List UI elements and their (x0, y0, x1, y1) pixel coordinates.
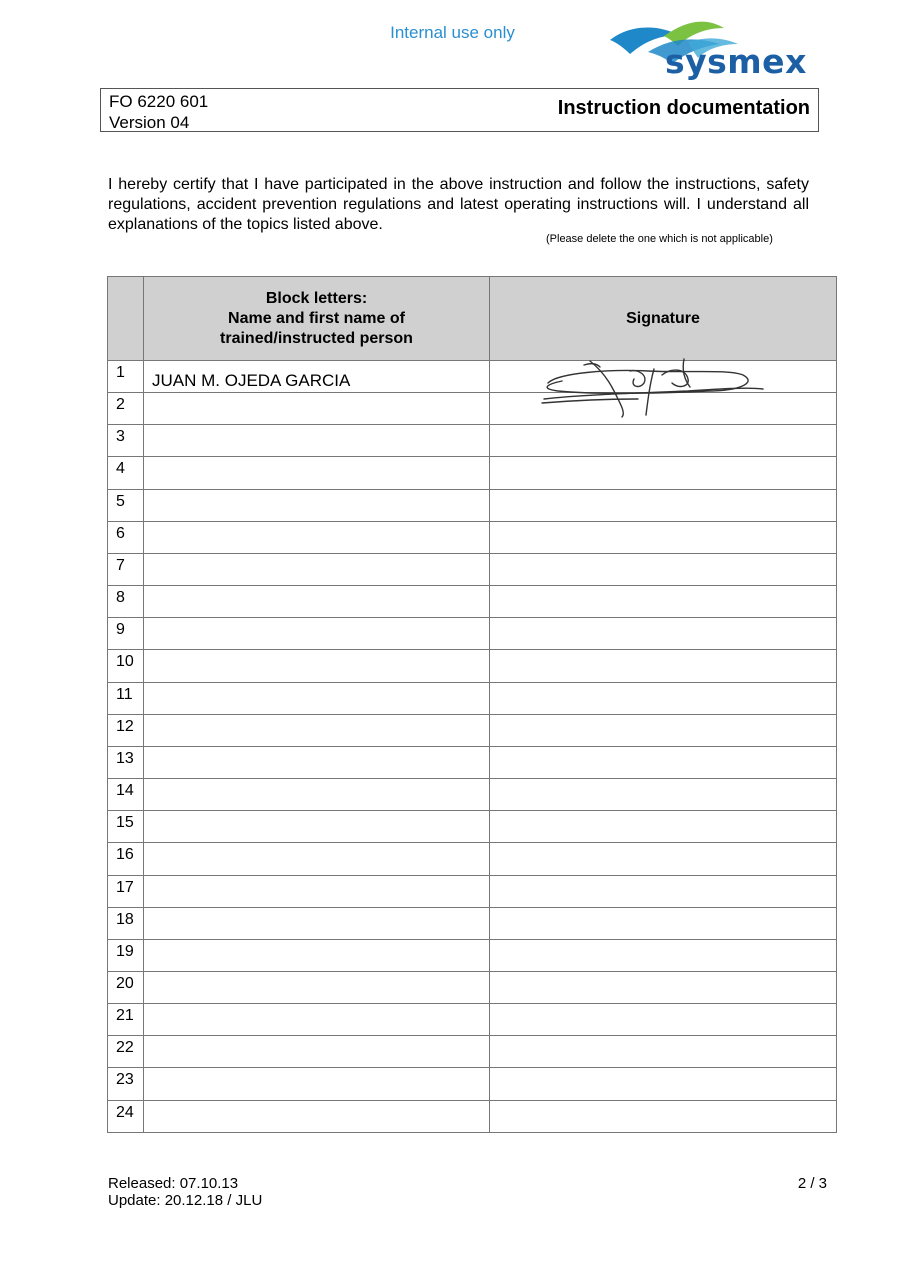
name-cell (144, 586, 490, 618)
table-row (108, 1068, 837, 1100)
row-number: 22 (108, 1036, 144, 1068)
row-number: 7 (108, 553, 144, 585)
row-number: 12 (108, 714, 144, 746)
name-column-header (144, 277, 490, 361)
signature-cell (490, 618, 837, 650)
table-row (108, 714, 837, 746)
row-number: 21 (108, 1004, 144, 1036)
row-number: 18 (108, 907, 144, 939)
name-cell (144, 779, 490, 811)
row-number: 19 (108, 939, 144, 971)
name-cell (144, 650, 490, 682)
name-cell (144, 618, 490, 650)
signature-column-header: Signature (490, 277, 837, 361)
row-number: 4 (108, 457, 144, 489)
document-header (100, 88, 819, 132)
signature-cell (490, 682, 837, 714)
row-number: 17 (108, 875, 144, 907)
table-row (108, 875, 837, 907)
table-row (108, 618, 837, 650)
table-row (108, 650, 837, 682)
form-number: FO 6220 601 (109, 92, 209, 111)
name-cell (144, 971, 490, 1003)
table-row (108, 586, 837, 618)
signature-cell (490, 425, 837, 457)
page-number: 2 / 3 (797, 1175, 827, 1192)
row-number: 13 (108, 746, 144, 778)
row-number: 5 (108, 489, 144, 521)
row-number: 2 (108, 393, 144, 425)
name-cell (144, 489, 490, 521)
name-cell (144, 843, 490, 875)
update-info: Update: 20.12.18 / JLU (108, 1192, 263, 1209)
applicability-note: (Please delete the one which is not applicable) (546, 233, 773, 245)
number-column-header (108, 277, 144, 361)
signature-cell (490, 939, 837, 971)
name-cell (144, 1068, 490, 1100)
name-cell (144, 1100, 490, 1132)
signature-image-icon (538, 355, 770, 423)
signature-cell (490, 1100, 837, 1132)
row-number: 20 (108, 971, 144, 1003)
certification-text: I hereby certify that I have participated in the above instruction and follow the instructions, safety regulations, accident prevention regulations and latest operating instructions will. I understand all explanations of the topics listed above. (108, 176, 809, 233)
signature-cell (490, 553, 837, 585)
signature-cell (490, 714, 837, 746)
table-row (108, 843, 837, 875)
table-row (108, 457, 837, 489)
table-row (108, 1004, 837, 1036)
signature-cell (490, 843, 837, 875)
table-row (108, 682, 837, 714)
signature-cell (490, 650, 837, 682)
table-row (108, 425, 837, 457)
row-number: 24 (108, 1100, 144, 1132)
name-cell (144, 714, 490, 746)
table-row (108, 779, 837, 811)
signature-cell (490, 1068, 837, 1100)
signature-cell (490, 457, 837, 489)
name-header-line-1: Block letters: (265, 289, 368, 307)
table-row (108, 939, 837, 971)
internal-use-notice: Internal use only (390, 23, 515, 42)
name-cell (144, 746, 490, 778)
table-row (108, 489, 837, 521)
row-number: 10 (108, 650, 144, 682)
table-row (108, 553, 837, 585)
row-number: 16 (108, 843, 144, 875)
row-number: 6 (108, 521, 144, 553)
name-cell (144, 393, 490, 425)
name-header-line-3: trained/instructed person (220, 329, 413, 347)
row-number: 1 (108, 361, 144, 393)
released-date: Released: 07.10.13 (108, 1175, 239, 1192)
name-cell (144, 682, 490, 714)
signature-cell (490, 875, 837, 907)
logo-wordmark: sysmex (665, 42, 807, 81)
table-row (108, 746, 837, 778)
name-cell (144, 811, 490, 843)
name-cell: JUAN M. OJEDA GARCIA (144, 361, 490, 393)
row-number: 11 (108, 682, 144, 714)
signature-cell (490, 811, 837, 843)
name-cell (144, 457, 490, 489)
row-number: 23 (108, 1068, 144, 1100)
row-number: 8 (108, 586, 144, 618)
name-cell (144, 1036, 490, 1068)
name-cell (144, 521, 490, 553)
name-header-line-2: Name and first name of (228, 309, 405, 327)
signature-cell (490, 971, 837, 1003)
name-cell (144, 939, 490, 971)
signature-cell (490, 521, 837, 553)
table-row (108, 971, 837, 1003)
signature-cell (490, 779, 837, 811)
row-number: 9 (108, 618, 144, 650)
name-cell (144, 1004, 490, 1036)
signature-cell (490, 1004, 837, 1036)
table-body (108, 361, 837, 1133)
row-number: 15 (108, 811, 144, 843)
document-title: Instruction documentation (557, 97, 810, 119)
table-header-row (108, 277, 837, 361)
table-row (108, 1036, 837, 1068)
signature-cell (490, 1036, 837, 1068)
row-number: 3 (108, 425, 144, 457)
signature-cell (490, 746, 837, 778)
signature-cell (490, 586, 837, 618)
name-cell (144, 425, 490, 457)
name-cell (144, 553, 490, 585)
name-cell (144, 875, 490, 907)
table-row (108, 1100, 837, 1132)
form-version: Version 04 (109, 113, 190, 132)
table-row (108, 521, 837, 553)
signature-cell (490, 907, 837, 939)
table-row (108, 811, 837, 843)
signature-cell (490, 489, 837, 521)
table-row (108, 907, 837, 939)
row-number: 14 (108, 779, 144, 811)
name-cell (144, 907, 490, 939)
